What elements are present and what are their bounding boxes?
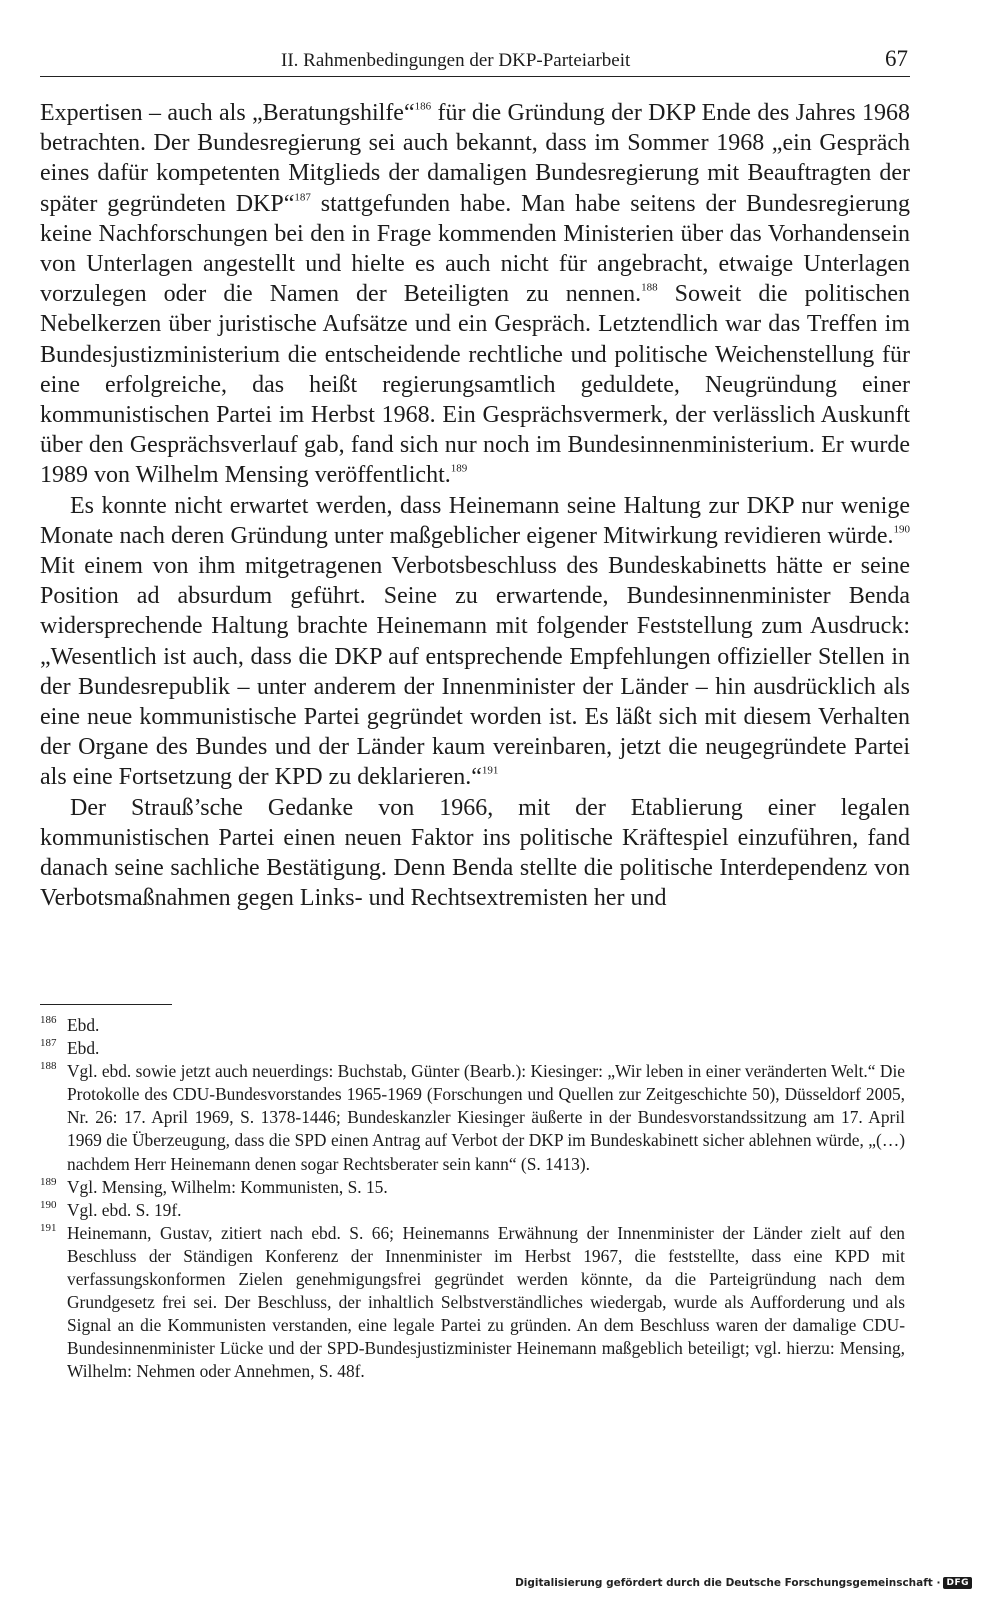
page-number: 67 [885,46,908,71]
paragraph-3 [40,793,910,914]
paragraph-2 [40,491,910,793]
footnote-number: 191 [40,1221,57,1234]
footnote-text: Ebd. [67,1038,100,1059]
text-run: Der Strauß’sche Gedanke von 1966, mit der Etablierung einer legalen kommunistischen Partei einen neuen Faktor ins politische Kräftespiel einzuführen, fand danach seine sachliche Bestätigung. Denn Benda stellte die politische Interdependenz von Verbotsmaßnahmen gegen Links- und Rechtsextremisten her und [40,794,910,912]
running-title: II. Rahmenbedingungen der DKP-Parteiarbeit [281,50,631,71]
running-header [40,46,910,77]
footnote-ref-189[interactable]: 189 [450,463,468,475]
footnote-number: 187 [40,1037,57,1050]
footnote-number: 189 [40,1175,57,1188]
text-run: Mit einem von ihm mitgetragenen Verbotsbeschluss des Bundeskabinetts hätte er seine Position ad absurdum geführt. Seine zu erwartende, Bundesinnenminister Benda widersprechende Haltung brachte Heinemann mit folgender Feststellung zum Ausdruck: „Wesentlich ist auch, dass die DKP auf entsprechende Empfehlungen offizieller Stellen in der Bundesrepublik – unter anderem der Innenminister der Länder – hin ausdrücklich als eine neue kommunistische Partei gegründet worden ist. Es läßt sich mit diesem Verhalten der Organe des Bundes und der Länder kaum vereinbaren, jetzt die neugegründete Partei als eine Fortsetzung der KPD zu deklarieren.“ [40,553,910,791]
text-run: Es konnte nicht erwartet werden, dass Heinemann seine Haltung zur DKP nur wenige Monate nach deren Gründung unter maßgeblicher eigener Mitwirkung revidieren würde. [40,492,910,549]
footnote-188 [40,1060,905,1175]
footnote-ref-187[interactable]: 187 [294,191,311,204]
footnote-number: 186 [40,1014,57,1026]
footnote-text: Vgl. ebd. S. 19f. [67,1199,182,1220]
footnote-text: Vgl. ebd. sowie jetzt auch neuerdings: Buchstab, Günter (Bearb.): Kiesinger: „Wir leben in einer veränderten Welt.“ Die Protokolle des CDU-Bundesvorstandes 1965-1969 (Forschungen und Quellen zur Zeitgeschichte 50), Düsseldorf 2005, Nr. 26: 17. April 1969, S. 1378-1446; Bundeskanzler Kiesinger äußerte in der Bundesvorstandssitzung am 17. April 1969 die Überzeugung, dass die SPD einen Antrag auf Verbot der DKP im Bundeskabinett sicher ablehnen würde, „(…) nachdem Herr Heinemann denen sogar Rechtsberater sein kann“ (S. 1413). [67,1061,905,1174]
footnote-ref-188[interactable]: 188 [641,281,658,294]
footnote-separator [40,1004,172,1005]
text-run: Soweit die politischen Nebelkerzen über juristische Aufsätze und ein Gespräch. Letztendlich war das Treffen im Bundesjustizministerium die entscheidende rechtliche und politische Weichenstellung für eine erfolgreiche, das heißt regierungsamtlich geduldete, Neugründung einer kommunistischen Partei im Herbst 1968. Ein Gesprächsvermerk, der verlässlich Auskunft über den Gesprächsverlauf gab, fand sich nur noch im Bundesinnenministerium. Er wurde 1989 von Wilhelm Mensing veröffentlicht. [40,281,910,489]
footnote-text: Ebd. [67,1015,100,1035]
footnote-191 [40,1222,905,1384]
footnotes [40,1014,905,1384]
paragraph-1 [40,98,910,491]
text-run: für die Gründung der DKP Ende des Jahres 1968 betrachten. Der Bundesregierung sei auch bekannt, dass im Sommer 1968 „ein Gespräch eines dafür kompetenten Mitglieds der damaligen Bundesregierung mit Beauftragten der später gegründeten DKP“ [40,100,910,217]
footnote-ref-191[interactable]: 191 [481,765,499,778]
footnote-ref-190[interactable]: 190 [893,523,910,536]
footnote-187 [40,1037,905,1060]
text-run: Expertisen – auch als „Beratungshilfe“ [40,100,415,126]
footnote-text: Heinemann, Gustav, zitiert nach ebd. S. 66; Heinemanns Erwähnung der Innenminister der Länder zielt auf den Beschluss der Ständigen Konferenz der Innenminister im Herbst 1967, die feststellte, dass eine KPD mit verfassungskonformen Zielen genehmigungsfrei gegründet werden könnte, da die Parteigründung nach dem Grundgesetz frei sei. Der Beschluss, der inhaltlich Selbstverständliches wiedergab, wurde als Aufforderung und als Signal an die Kommunisten verstanden, eine legale Partei zu gründen. An dem Beschluss waren der damalige CDU-Bundesinnenminister Lücke und der SPD-Bundesjustizminister Heinemann maßgeblich beteiligt; vgl. hierzu: Mensing, Wilhelm: Nehmen oder Annehmen, S. 48f. [67,1222,905,1382]
footnote-text: Vgl. Mensing, Wilhelm: Kommunisten, S. 15. [67,1176,388,1197]
dfg-logo-icon: DFG [943,1577,972,1589]
footnote-189 [40,1176,905,1199]
main-text [40,98,910,913]
footnote-number: 190 [40,1198,57,1211]
footnote-190 [40,1199,905,1222]
credit-text: Digitalisierung gefördert durch die Deutsche Forschungsgemeinschaft · [515,1577,941,1589]
digitization-credit [515,1577,972,1589]
text-run: stattgefunden habe. Man habe seitens der Bundesregierung keine Nachforschungen bei den in Frage kommenden Ministerien über das Vorhandensein von Unterlagen angestellt und hielte es auch nicht für angebracht, etwaige Unterlagen vorzulegen oder die Namen der Beteiligten zu nennen. [40,190,910,308]
footnote-186 [40,1014,905,1037]
footnote-number: 188 [40,1060,57,1073]
footnote-ref-186[interactable]: 186 [414,100,432,113]
